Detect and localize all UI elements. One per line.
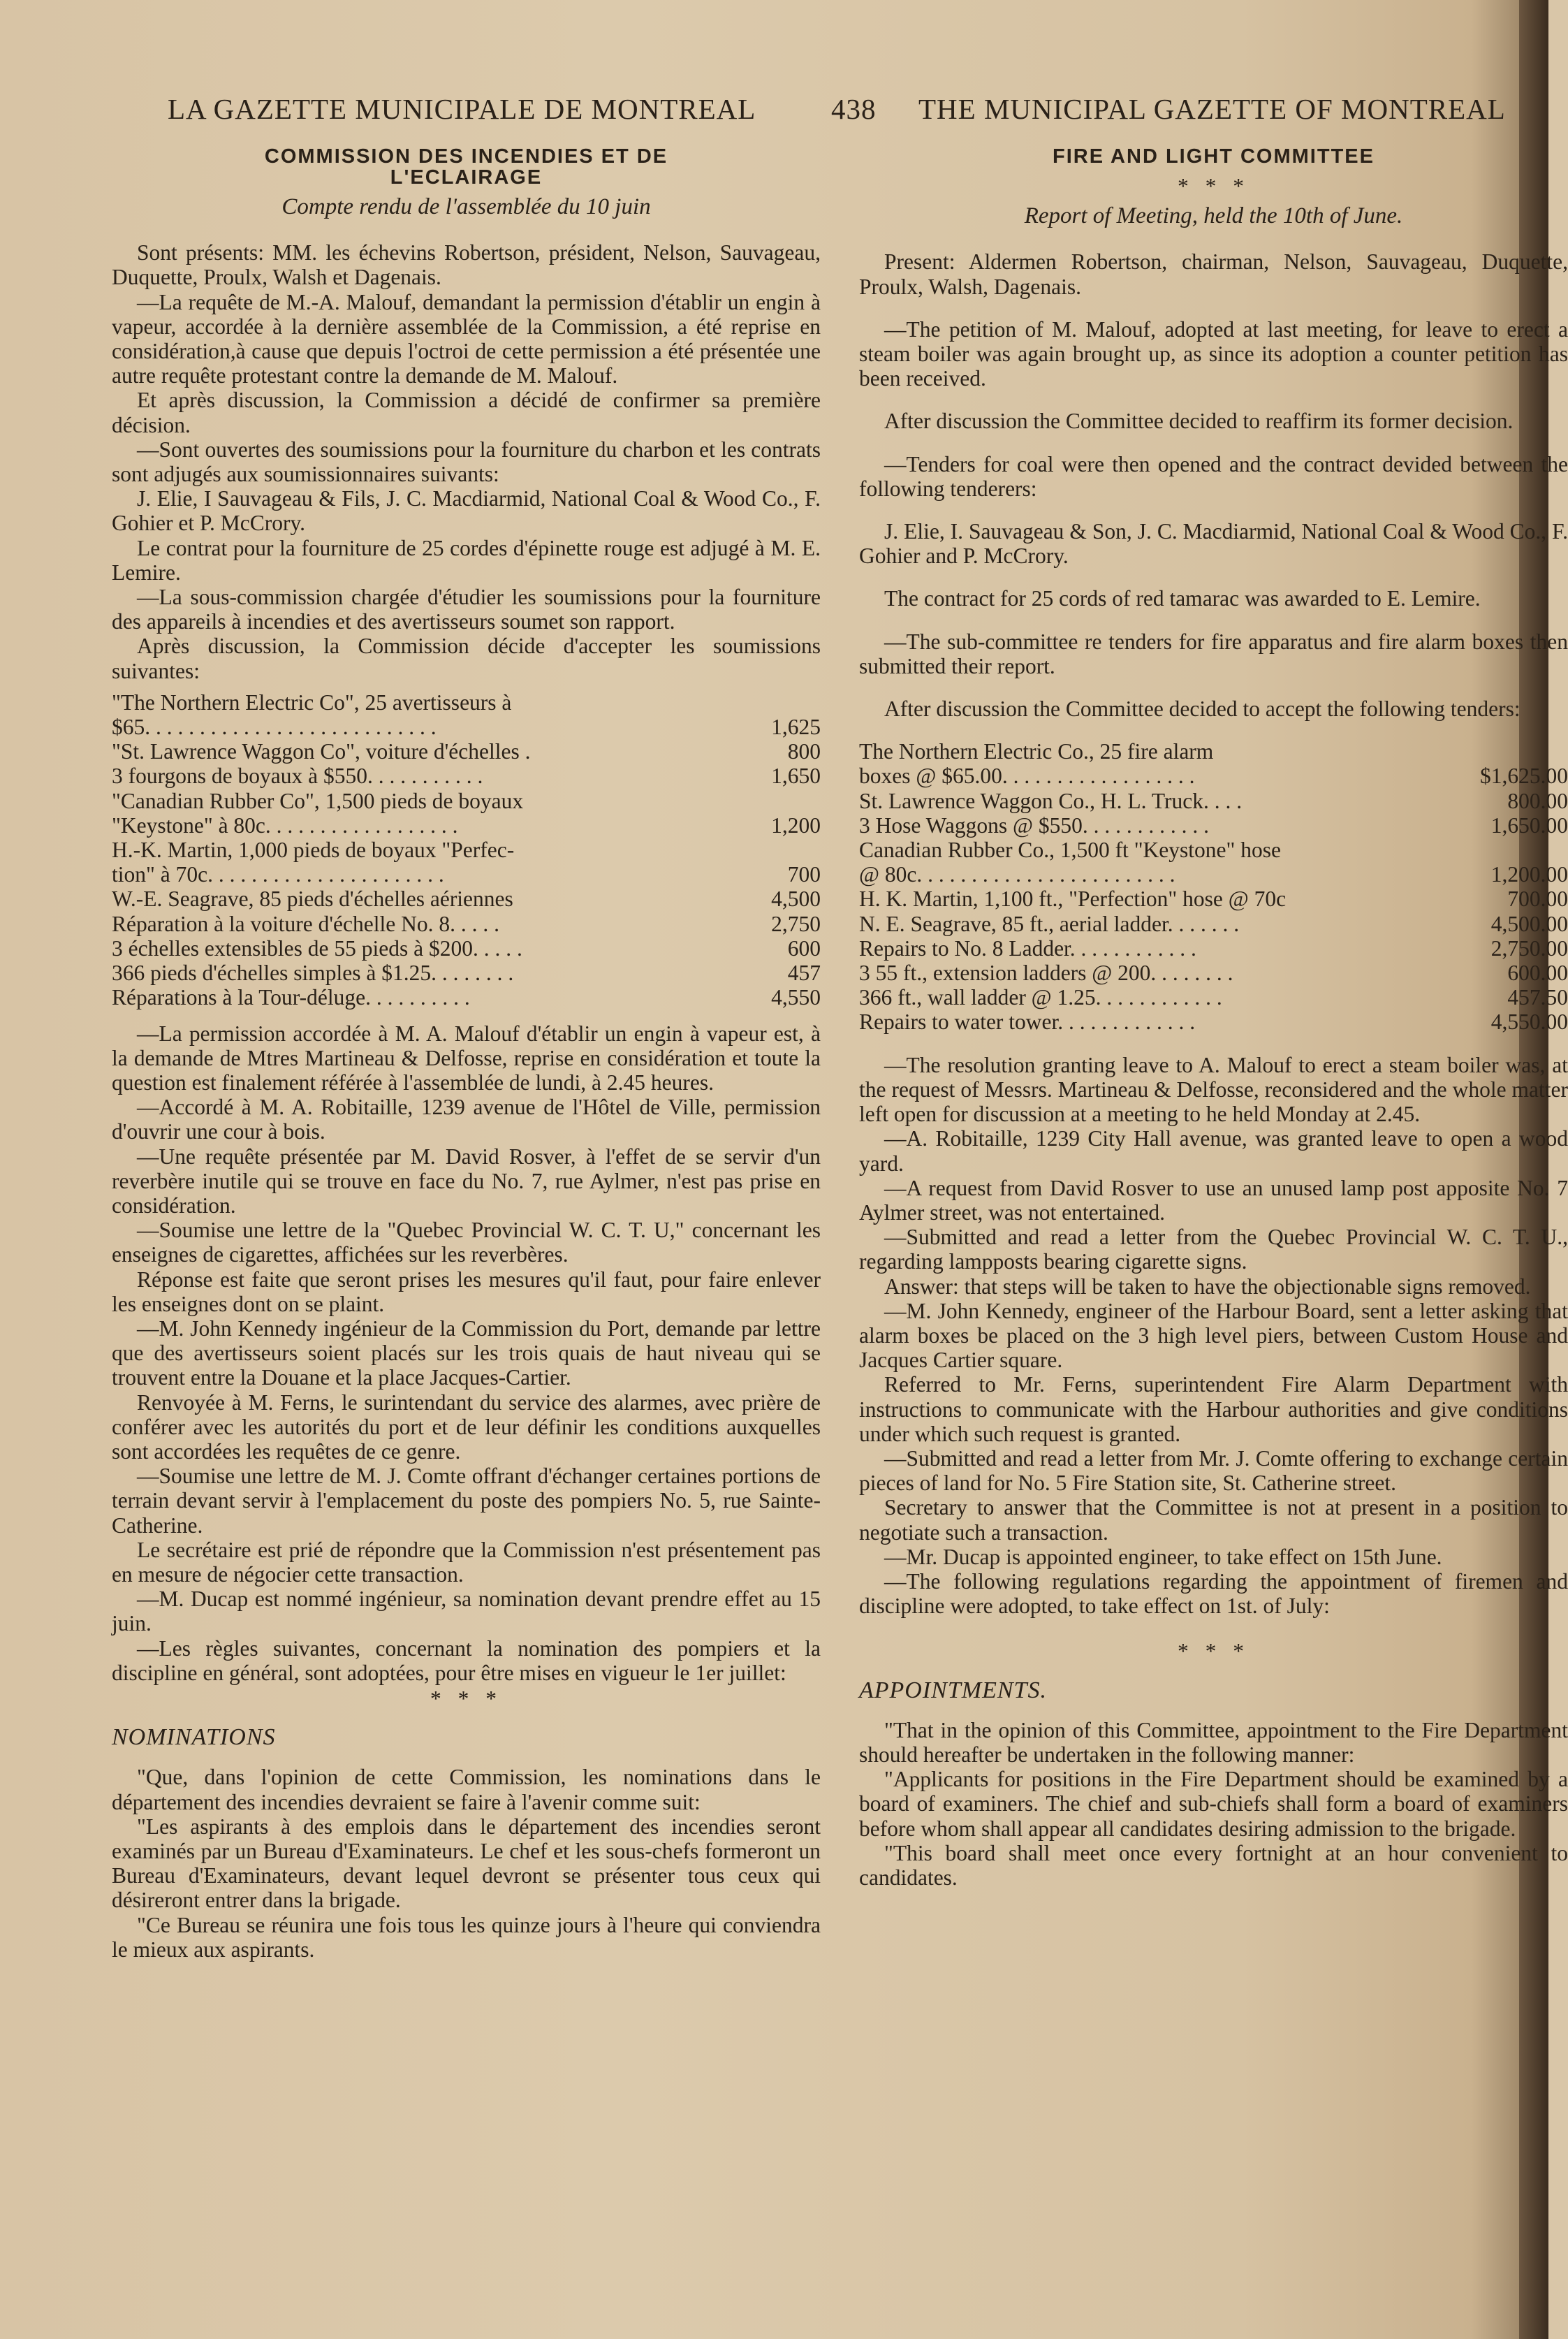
fr-tender-value — [737, 789, 821, 813]
en-tender-row — [859, 739, 1568, 764]
fr-tender-label: 3 fourgons de boyaux à $550. . . . . . . . . . . — [112, 764, 483, 789]
fr-tender-value: 600 — [787, 935, 821, 961]
en-tender-label: N. E. Seagrave, 85 ft., aerial ladder. . . . . . . — [859, 911, 1240, 936]
fr-paragraph: —Une requête présentée par M. David Rosver, à l'effet de se servir d'un reverbère inutile qui se trouve en face du No. 7, rue Aylmer, n'est pas prise en considération. — [112, 1144, 821, 1218]
fr-tender-label: W.-E. Seagrave, 85 pieds d'échelles aériennes — [112, 887, 513, 912]
en-tender-row — [859, 887, 1568, 911]
en-paragraph: —M. John Kennedy, engineer of the Harbour Board, sent a letter asking that alarm boxes be placed on the 3 high level piers, between Custom House and Jacques Cartier square. — [859, 1298, 1568, 1373]
fr-tender-row — [112, 690, 821, 715]
en-paragraph: J. Elie, I. Sauvageau & Son, J. C. Macdiarmid, National Coal & Wood Co., F. Gohier and P. McCrory. — [859, 519, 1568, 569]
en-tender-row — [859, 764, 1568, 788]
fr-tender-label: H.-K. Martin, 1,000 pieds de boyaux "Perfec- — [112, 838, 515, 863]
en-tender-list — [859, 739, 1568, 1034]
fr-tender-row — [112, 789, 821, 813]
english-column — [859, 143, 1568, 1890]
fr-tender-row — [112, 961, 821, 985]
fr-tender-label: 366 pieds d'échelles simples à $1.25. . . . . . . . — [112, 961, 514, 986]
page-number: 438 — [831, 93, 877, 125]
fr-separator: * * * — [430, 1686, 502, 1711]
fr-title-line2: L'ECLAIRAGE — [390, 166, 543, 189]
fr-tender-row — [112, 838, 821, 862]
fr-paragraph: Et après discussion, la Commission a décidé de confirmer sa première décision. — [112, 388, 821, 437]
fr-tender-value: 700 — [787, 862, 821, 887]
fr-tender-label: tion" à 70c. . . . . . . . . . . . . . . . . . . . . . — [112, 862, 444, 887]
en-paragraph: After discussion the Committee decided to reaffirm its former decision. — [884, 409, 1514, 434]
fr-section-title — [112, 146, 821, 188]
running-head — [168, 92, 1506, 134]
en-tender-value: 4,500.00 — [1490, 911, 1568, 936]
fr-tender-value — [737, 690, 821, 715]
fr-tender-label: "St. Lawrence Waggon Co", voiture d'échelles . — [112, 739, 531, 764]
en-paragraph: —Tenders for coal were then opened and the contract devided between the following tenderers: — [859, 451, 1568, 501]
en-tender-value: 2,750.00 — [1490, 935, 1568, 961]
en-tender-value — [1449, 739, 1568, 764]
en-tender-row — [859, 862, 1568, 887]
fr-paragraph: Renvoyée à M. Ferns, le surintendant du service des alarmes, avec prière de conférer avec les autorités du port et de leur définir les conditions auxquelles sont accordées les requêtes de ce genre. — [112, 1390, 821, 1464]
en-paragraph: —The sub-committee re tenders for fire apparatus and fire alarm boxes then submitted their report. — [859, 629, 1568, 678]
fr-tender-row — [112, 764, 821, 788]
en-tender-label: Repairs to water tower. . . . . . . . . . . . . — [859, 1010, 1196, 1035]
fr-tender-row — [112, 862, 821, 887]
en-tender-row — [859, 813, 1568, 838]
fr-tender-list — [112, 690, 821, 1010]
en-tender-label: boxes @ $65.00. . . . . . . . . . . . . . . . . . — [859, 764, 1195, 789]
fr-tender-value: 800 — [787, 739, 821, 764]
fr-tender-row — [112, 912, 821, 936]
en-tender-label: 3 Hose Waggons @ $550. . . . . . . . . . . . — [859, 813, 1210, 838]
en-tender-value: 700.00 — [1507, 887, 1568, 912]
fr-tender-row — [112, 813, 821, 838]
fr-tender-value: 1,625 — [771, 715, 821, 740]
fr-paragraph: Après discussion, la Commission décide d'accepter les soumissions suivantes: — [112, 634, 821, 683]
en-paragraph: After discussion the Committee decided to accept the following tenders: — [884, 697, 1521, 722]
en-tender-value: 4,550.00 — [1490, 1010, 1568, 1035]
en-tender-value: 600.00 — [1507, 961, 1568, 986]
fr-tender-value: 457 — [787, 961, 821, 986]
fr-tender-row — [112, 887, 821, 911]
fr-tender-value: 4,500 — [771, 887, 821, 912]
fr-paragraph: —Soumise une lettre de la "Quebec Provincial W. C. T. U," concernant les enseignes de cigarettes, affichées sur les reverbères. — [112, 1218, 821, 1267]
en-tender-row — [859, 961, 1568, 985]
fr-tender-row — [112, 715, 821, 739]
en-separator-2: * * * — [1178, 1639, 1250, 1664]
en-tender-label: St. Lawrence Waggon Co., H. L. Truck. . . . — [859, 788, 1243, 813]
en-paragraph: —The following regulations regarding the appointment of firemen and discipline were adopted, to take effect on 1st. of July: — [859, 1568, 1568, 1619]
en-subtitle: Report of Meeting, held the 10th of June. — [1024, 203, 1403, 229]
fr-paragraph: —Les règles suivantes, concernant la nomination des pompiers et la discipline en général, sont adoptées, pour être mises en vigueur le 1er juillet: — [112, 1635, 821, 1685]
en-tender-value: 800.00 — [1507, 788, 1568, 813]
en-paragraph: Secretary to answer that the Committee is not at present in a position to negotiate such a transaction. — [859, 1495, 1568, 1545]
fr-tender-value: 2,750 — [771, 911, 821, 936]
en-tender-row — [859, 912, 1568, 936]
fr-paragraph: —La permission accordée à M. A. Malouf d'établir un engin à vapeur est, à la demande de Mtres Martineau & Delfosse, reprise en considération et toute la question est finalement référée à l'assemblée de lundi, à 2.45 heures. — [112, 1021, 821, 1095]
fr-tender-label: $65. . . . . . . . . . . . . . . . . . . . . . . . . . . — [112, 715, 437, 740]
fr-paragraph: —Sont ouvertes des soumissions pour la fourniture du charbon et les contrats sont adjugés aux soumissionnaires suivants: — [112, 437, 821, 487]
en-tender-value — [1449, 838, 1568, 862]
fr-paragraph: —M. Ducap est nommé ingénieur, sa nomination devant prendre effet au 15 juin. — [112, 1587, 821, 1636]
fr-tender-label: Réparation à la voiture d'échelle No. 8. . . . . — [112, 911, 499, 936]
fr-paragraph: Le contrat pour la fourniture de 25 cordes d'épinette rouge est adjugé à M. E. Lemire. — [112, 535, 821, 585]
fr-paragraph: —La sous-commission chargée d'étudier les soumissions pour la fourniture des appareils à incendies et des avertisseurs soumet son rapport. — [112, 585, 821, 634]
fr-paragraph: Sont présents: MM. les échevins Robertson, président, Nelson, Sauvageau, Duquette, Proulx, Walsh et Dagenais. — [112, 240, 821, 290]
en-tender-row — [859, 985, 1568, 1010]
en-paragraph: —The petition of M. Malouf, adopted at last meeting, for leave to erect a steam boiler was again brought up, as since its adoption a counter petition has been received. — [859, 316, 1568, 391]
en-tender-label: 366 ft., wall ladder @ 1.25. . . . . . . . . . . . — [859, 985, 1222, 1010]
en-tender-label: @ 80c. . . . . . . . . . . . . . . . . . . . . . . . — [859, 862, 1175, 887]
en-paragraph: —Submitted and read a letter from Mr. J. Comte offering to exchange certain pieces of land for No. 5 Fire Station site, St. Catherine street. — [859, 1445, 1568, 1496]
en-tender-value: 1,200.00 — [1490, 862, 1568, 887]
fr-paragraph: "Ce Bureau se réunira une fois tous les quinze jours à l'heure qui conviendra le mieux aux aspirants. — [112, 1912, 821, 1962]
en-paragraph: —A request from David Rosver to use an unused lamp post apposite No. 7 Aylmer street, was not entertained. — [859, 1175, 1568, 1225]
fr-nominations-heading: NOMINATIONS — [112, 1724, 276, 1751]
en-paragraph: The contract for 25 cords of red tamarac was awarded to E. Lemire. — [884, 586, 1481, 611]
en-tender-value: $1,625.00 — [1480, 764, 1568, 789]
en-tender-label: 3 55 ft., extension ladders @ 200. . . . . . . . — [859, 961, 1233, 986]
en-section-title: FIRE AND LIGHT COMMITTEE — [1053, 145, 1375, 168]
en-appointments-heading: APPOINTMENTS. — [859, 1677, 1047, 1703]
en-paragraph: Referred to Mr. Ferns, superintendent Fire Alarm Department with instructions to communicate with the Harbour authorities and give conditions under which such request is granted. — [859, 1372, 1568, 1446]
en-tender-label: The Northern Electric Co., 25 fire alarm — [859, 739, 1214, 764]
header-left: LA GAZETTE MUNICIPALE DE MONTREAL — [168, 93, 756, 125]
fr-tender-value: 4,550 — [771, 985, 821, 1010]
en-tender-row — [859, 789, 1568, 813]
en-tender-label: Repairs to No. 8 Ladder. . . . . . . . . . . . — [859, 935, 1196, 961]
fr-paragraph: Réponse est faite que seront prises les mesures qu'il faut, pour faire enlever les enseignes dont on se plaint. — [112, 1267, 821, 1316]
fr-tender-label: Réparations à la Tour-déluge. . . . . . . . . . — [112, 985, 470, 1010]
en-tender-label: H. K. Martin, 1,100 ft., "Perfection" hose @ 70c — [859, 887, 1287, 912]
en-tender-row — [859, 1010, 1568, 1034]
fr-paragraph: "Que, dans l'opinion de cette Commission, les nominations dans le département des incendies devraient se faire à l'avenir comme suit: — [112, 1765, 821, 1814]
fr-tender-label: 3 échelles extensibles de 55 pieds à $200. . . . . — [112, 935, 522, 961]
en-tender-row — [859, 936, 1568, 961]
fr-paragraph: "Les aspirants à des emplois dans le département des incendies seront examinés par un Bureau d'Examinateurs. Le chef et les sous-chefs formeront un Bureau d'Examinateurs, devant lequel devront se présenter tous ceux qui désireront entrer dans la brigade. — [112, 1814, 821, 1913]
fr-tender-row — [112, 985, 821, 1010]
fr-paragraph: J. Elie, I Sauvageau & Fils, J. C. Macdiarmid, National Coal & Wood Co., F. Gohier et P. McCrory. — [112, 486, 821, 536]
en-separator: * * * — [1178, 174, 1250, 198]
en-tender-value: 457.50 — [1507, 985, 1568, 1010]
fr-paragraph: —M. John Kennedy ingénieur de la Commission du Port, demande par lettre que des avertisseurs soient placés sur les trois quais de haut niveau qui se trouvent entre la Douane et la place Jacques-Cartier. — [112, 1316, 821, 1390]
fr-tender-value: 1,650 — [771, 764, 821, 789]
fr-title-line1: COMMISSION DES INCENDIES ET DE — [264, 145, 668, 168]
french-column — [112, 143, 821, 1962]
fr-tender-row — [112, 936, 821, 961]
en-paragraph: "Applicants for positions in the Fire Department should be examined by a board of examiners. The chief and sub-chiefs shall form a board of examiners before whom shall appear all candidates desiring admission to the brigade. — [859, 1767, 1568, 1841]
en-tender-row — [859, 838, 1568, 862]
fr-tender-value: 1,200 — [771, 813, 821, 838]
en-tender-value: 1,650.00 — [1490, 813, 1568, 838]
en-paragraph: —Mr. Ducap is appointed engineer, to take effect on 15th June. — [884, 1544, 1442, 1569]
fr-subtitle: Compte rendu de l'assemblée du 10 juin — [281, 194, 651, 219]
fr-tender-row — [112, 739, 821, 764]
fr-paragraph: —Soumise une lettre de M. J. Comte offrant d'échanger certaines portions de terrain devant servir à l'emplacement du poste des pompiers No. 5, rue Sainte-Catherine. — [112, 1464, 821, 1538]
fr-paragraph: Le secrétaire est prié de répondre que la Commission n'est présentement pas en mesure de négocier cette transaction. — [112, 1537, 821, 1587]
fr-tender-label: "The Northern Electric Co", 25 avertisseurs à — [112, 690, 512, 715]
fr-tender-label: "Canadian Rubber Co", 1,500 pieds de boyaux — [112, 788, 524, 813]
en-paragraph: —Submitted and read a letter from the Quebec Provincial W. C. T. U., regarding lampposts bearing cigarette signs. — [859, 1225, 1568, 1274]
fr-tender-value — [737, 838, 821, 862]
fr-tender-label: "Keystone" à 80c. . . . . . . . . . . . . . . . . . — [112, 813, 458, 838]
en-tender-label: Canadian Rubber Co., 1,500 ft "Keystone" hose — [859, 838, 1281, 863]
header-right: THE MUNICIPAL GAZETTE OF MONTREAL — [918, 93, 1506, 125]
en-paragraph: —A. Robitaille, 1239 City Hall avenue, was granted leave to open a wood yard. — [859, 1126, 1568, 1176]
fr-paragraph: —La requête de M.-A. Malouf, demandant la permission d'établir un engin à vapeur, accordée à la dernière assemblée de la Commission, a été reprise en considération,à cause que depuis l'octroi de cette permission a été présentée une autre requête protestant contre la demande de M. Malouf. — [112, 289, 821, 388]
en-paragraph: "That in the opinion of this Committee, appointment to the Fire Department should hereafter be undertaken in the following manner: — [859, 1717, 1568, 1767]
en-paragraph: Answer: that steps will be taken to have the objectionable signs removed. — [884, 1274, 1531, 1299]
en-paragraph: —The resolution granting leave to A. Malouf to erect a steam boiler was, at the request of Messrs. Martineau & Delfosse, reconsidered and the whole matter left open for discussion at a meeting to he held Monday at 2.45. — [859, 1052, 1568, 1127]
en-paragraph: Present: Aldermen Robertson, chairman, Nelson, Sauvageau, Duquette, Proulx, Walsh, Dagenais. — [859, 249, 1568, 299]
fr-paragraph: —Accordé à M. A. Robitaille, 1239 avenue de l'Hôtel de Ville, permission d'ouvrir une cour à bois. — [112, 1095, 821, 1144]
en-paragraph: "This board shall meet once every fortnight at an hour convenient to candidates. — [859, 1840, 1568, 1890]
